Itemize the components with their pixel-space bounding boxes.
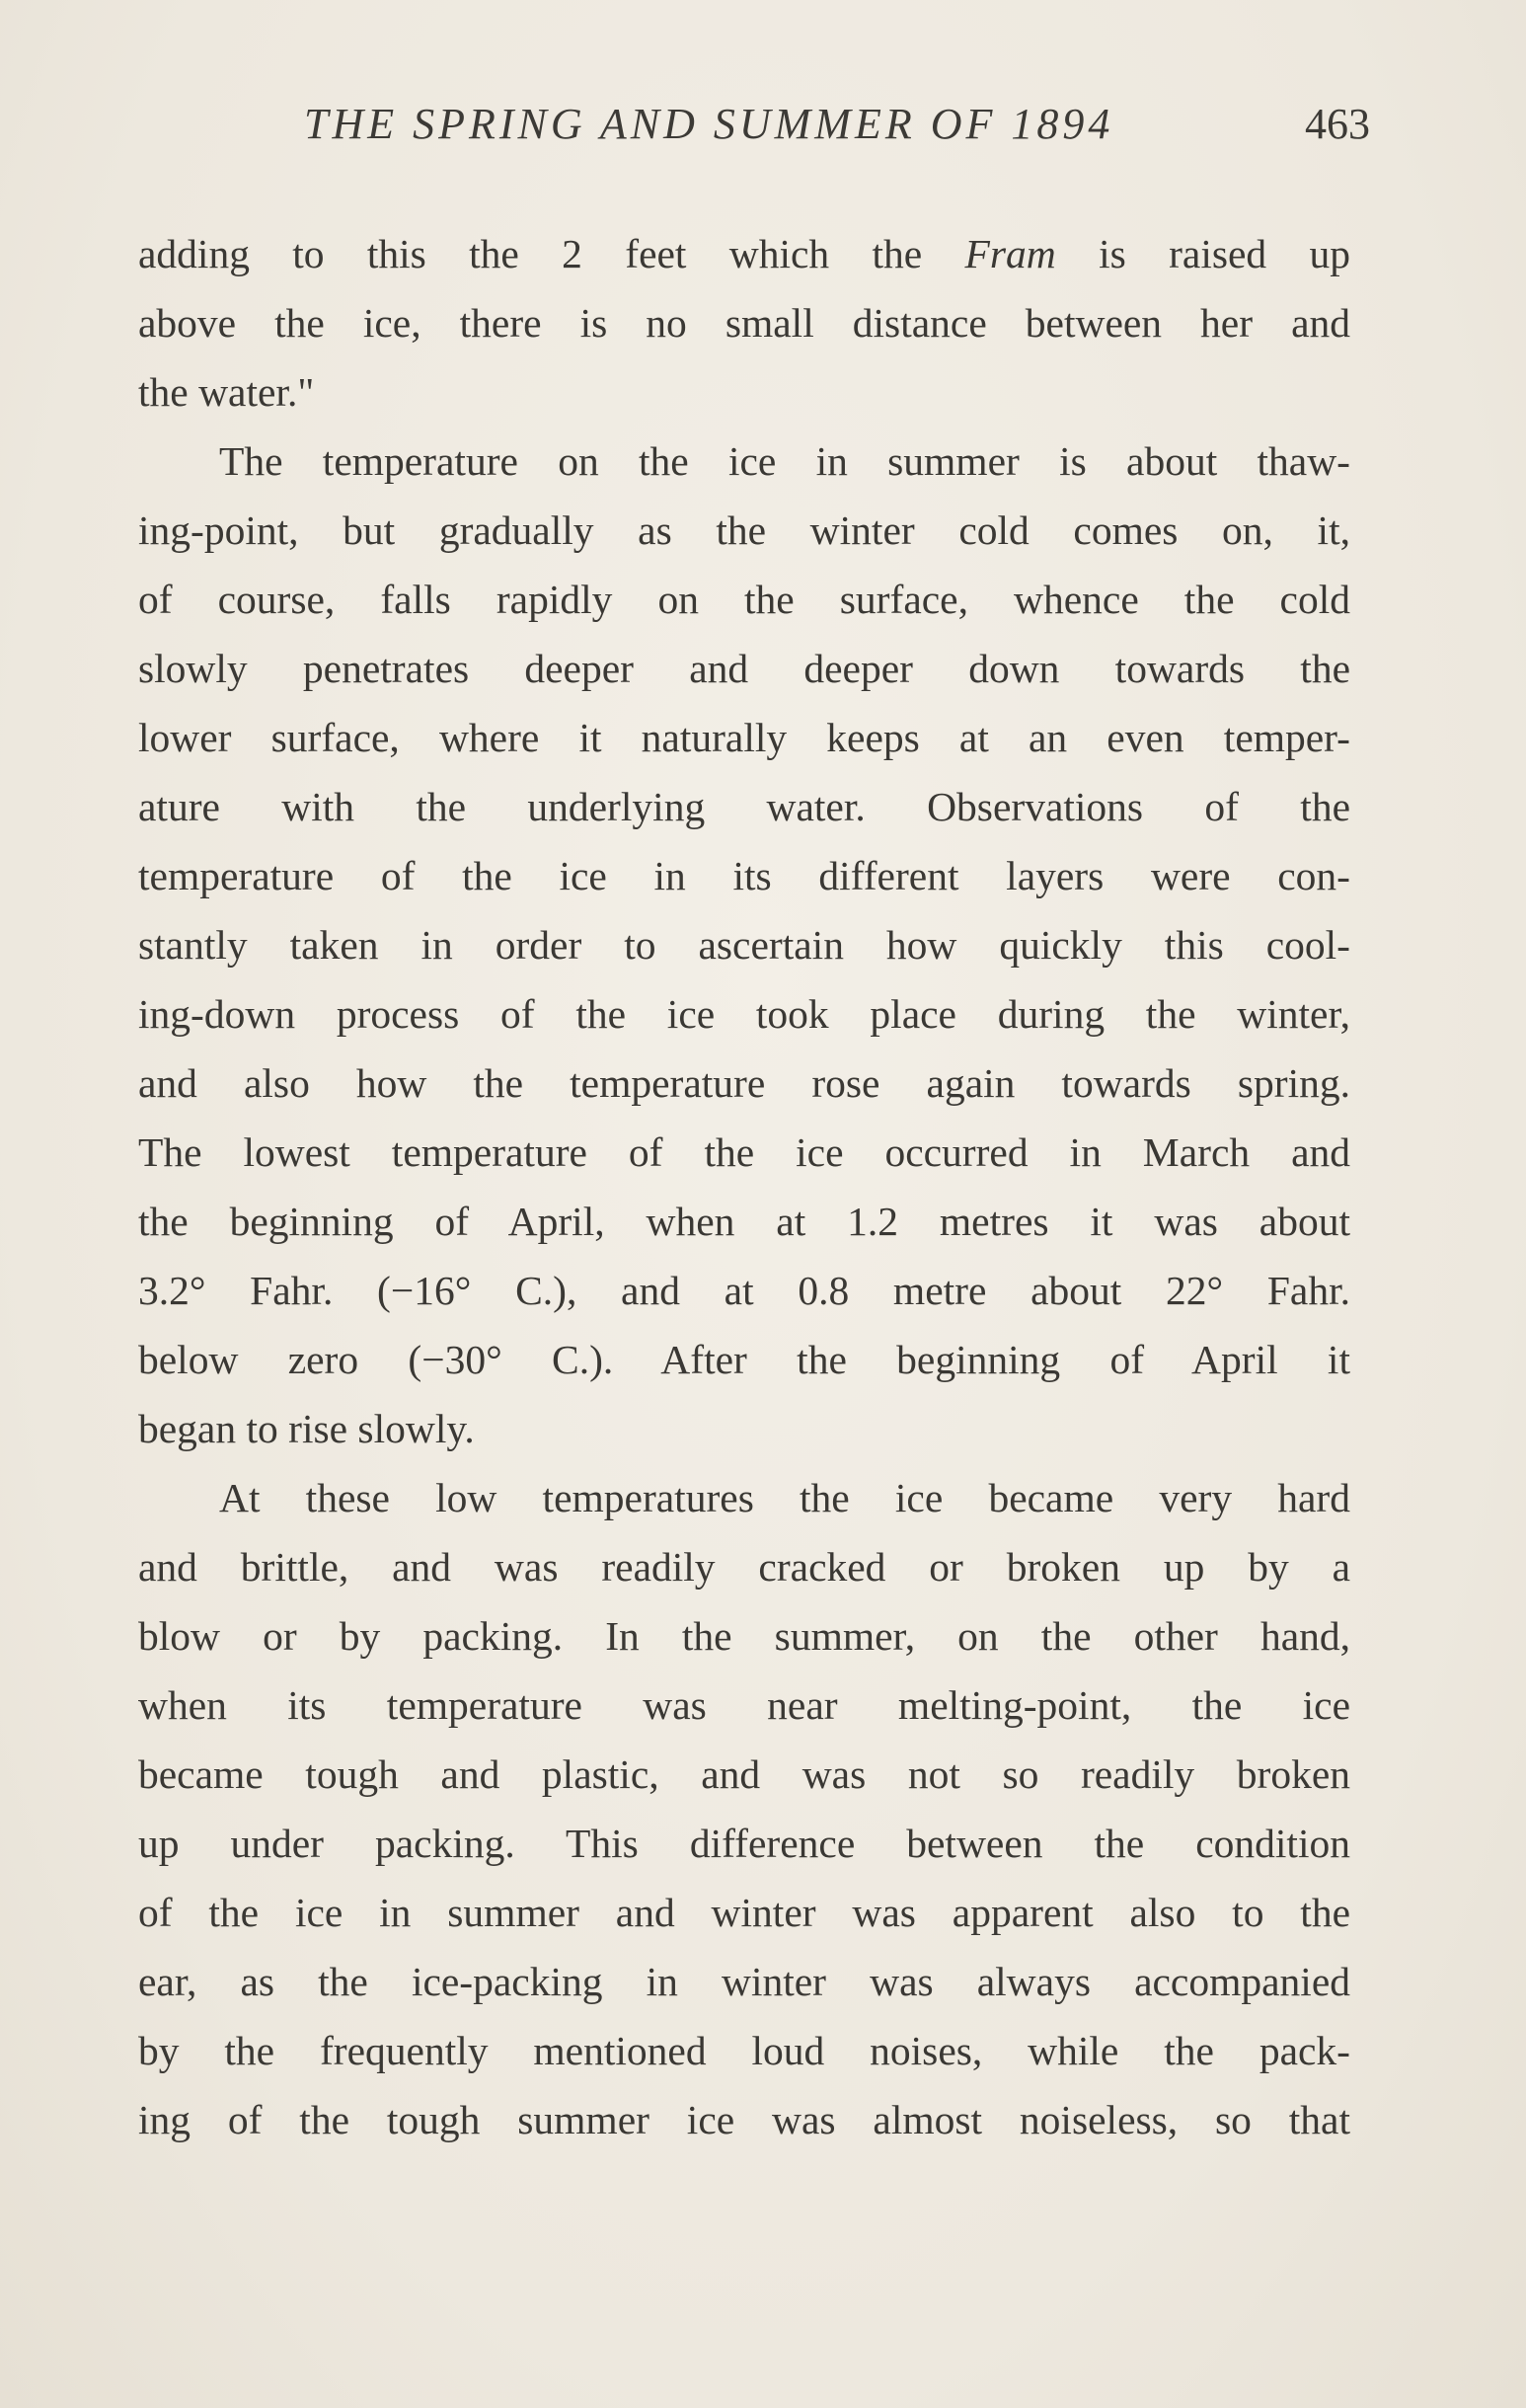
text-line: when its temperature was near melting-point, the ice: [138, 1682, 1350, 1728]
text-line: of the ice in summer and winter was apparent also to the: [138, 1890, 1350, 1935]
text-line: became tough and plastic, and was not so readily broken: [138, 1751, 1350, 1797]
text-line: up under packing. This difference between the condition: [138, 1821, 1350, 1866]
text-line: ing-down process of the ice took place during the winter,: [138, 991, 1350, 1037]
text-line: ature with the underlying water. Observations of the: [138, 784, 1350, 829]
text-line: lower surface, where it naturally keeps at an even temper-: [138, 715, 1350, 760]
text-line: of course, falls rapidly on the surface, whence the cold: [138, 577, 1350, 622]
running-title: THE SPRING AND SUMMER OF 1894: [304, 100, 1114, 148]
text-line: temperature of the ice in its different layers were con-: [138, 853, 1350, 898]
text-line: the beginning of April, when at 1.2 metres it was about: [138, 1199, 1350, 1244]
text-line: At these low temperatures the ice became very hard: [219, 1475, 1350, 1520]
text-line: ing of the tough summer ice was almost noiseless, so that: [138, 2097, 1350, 2142]
text-line: The lowest temperature of the ice occurred in March and: [138, 1129, 1350, 1175]
text-line: below zero (−30° C.). After the beginning of April it: [138, 1337, 1350, 1382]
text-line: slowly penetrates deeper and deeper down towards the: [138, 646, 1350, 691]
text-line: stantly taken in order to ascertain how quickly this cool-: [138, 922, 1350, 968]
text-line: The temperature on the ice in summer is about thaw-: [219, 438, 1350, 484]
text-line: adding to this the 2 feet which the Fram is raised up: [138, 231, 1350, 276]
page-header: [304, 99, 1370, 168]
text-line: the water.": [138, 369, 315, 415]
text-line: blow or by packing. In the summer, on the other hand,: [138, 1613, 1350, 1659]
text-line: ear, as the ice-packing in winter was always accompanied: [138, 1959, 1350, 2004]
text-line: by the frequently mentioned loud noises, while the pack-: [138, 2028, 1350, 2073]
text-line: and brittle, and was readily cracked or broken up by a: [138, 1544, 1350, 1590]
text-line: 3.2° Fahr. (−16° C.), and at 0.8 metre about 22° Fahr.: [138, 1268, 1350, 1313]
ship-name: Fram: [964, 231, 1056, 276]
text-line: ing-point, but gradually as the winter cold comes on, it,: [138, 507, 1350, 553]
body-text: [138, 219, 1350, 2154]
page-number: 463: [1305, 100, 1370, 148]
text-line: above the ice, there is no small distance between her and: [138, 300, 1350, 346]
text-line: began to rise slowly.: [138, 1406, 475, 1451]
text-line: and also how the temperature rose again towards spring.: [138, 1060, 1350, 1106]
